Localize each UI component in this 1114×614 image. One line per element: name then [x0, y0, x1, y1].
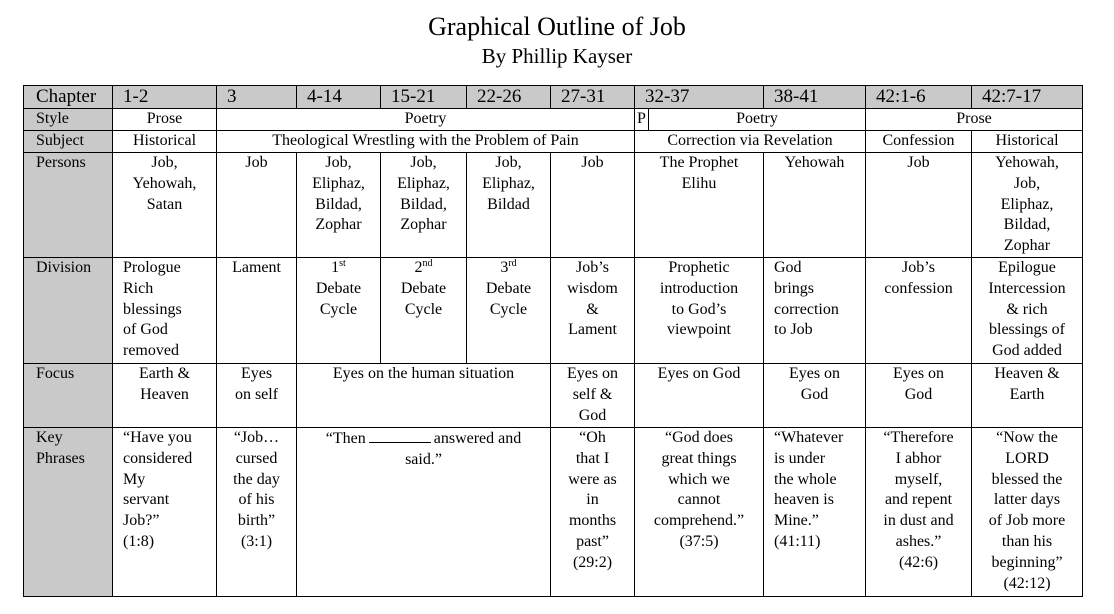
job-outline-table [23, 85, 1083, 597]
row-label-chapter: Chapter [24, 86, 113, 109]
persons-cell: Job [217, 153, 297, 258]
focus-cell: Heaven & Earth [972, 364, 1083, 428]
persons-cell: The Prophet Elihu [635, 153, 764, 258]
document-author: By Phillip Kayser [481, 44, 633, 68]
division-cell: Epilogue Intercession & rich blessings of God added [972, 258, 1083, 364]
row-label-focus: Focus [24, 364, 113, 428]
style-cell: Poetry [217, 109, 635, 131]
focus-cell: Eyes on self & God [551, 364, 635, 428]
row-label-style: Style [24, 109, 113, 131]
chapter-cell: 3 [217, 86, 297, 109]
subject-cell: Historical [113, 131, 217, 153]
subject-cell: Historical [972, 131, 1083, 153]
chapter-cell: 1-2 [113, 86, 217, 109]
division-cell: Lament [217, 258, 297, 364]
key-phrase-cell: “Then answered and said.” [297, 428, 551, 597]
focus-cell: Eyes on self [217, 364, 297, 428]
style-row [24, 109, 1083, 131]
division-cell: 2nd Debate Cycle [381, 258, 467, 364]
focus-cell: Eyes on God [635, 364, 764, 428]
persons-cell: Job, Eliphaz, Bildad, Zophar [381, 153, 467, 258]
key-phrase-cell: “Now the LORD blessed the latter days of Job more than his beginning” (42:12) [972, 428, 1083, 597]
subject-cell: Correction via Revelation [635, 131, 866, 153]
row-label-subject: Subject [24, 131, 113, 153]
style-cell: Prose [113, 109, 217, 131]
subject-cell: Confession [866, 131, 972, 153]
focus-cell: Eyes on the human situation [297, 364, 551, 428]
chapter-cell: 27-31 [551, 86, 635, 109]
style-cell: Prose [866, 109, 1083, 131]
division-row [24, 258, 1083, 364]
chapter-cell: 32-37 [635, 86, 764, 109]
row-label-division: Division [24, 258, 113, 364]
persons-cell: Yehowah, Job, Eliphaz, Bildad, Zophar [972, 153, 1083, 258]
key-phrases-row [24, 428, 1083, 597]
division-cell: 1st Debate Cycle [297, 258, 381, 364]
key-phrase-cell: “Oh that I were as in months past” (29:2) [551, 428, 635, 597]
persons-cell: Job, Yehowah, Satan [113, 153, 217, 258]
document-title: Graphical Outline of Job [428, 12, 686, 41]
persons-cell: Job [551, 153, 635, 258]
row-label-key-phrases: Key Phrases [24, 428, 113, 597]
focus-cell: Eyes on God [764, 364, 866, 428]
chapter-cell: 42:1-6 [866, 86, 972, 109]
subject-cell: Theological Wrestling with the Problem of Pain [217, 131, 635, 153]
focus-row [24, 364, 1083, 428]
chapter-row [24, 86, 1083, 109]
fill-in-blank [369, 428, 431, 443]
focus-cell: Earth & Heaven [113, 364, 217, 428]
persons-cell: Yehowah [764, 153, 866, 258]
chapter-cell: 22-26 [467, 86, 551, 109]
persons-cell: Job, Eliphaz, Bildad, Zophar [297, 153, 381, 258]
focus-cell: Eyes on God [866, 364, 972, 428]
division-cell: Job’s wisdom & Lament [551, 258, 635, 364]
chapter-cell: 38-41 [764, 86, 866, 109]
division-cell: Job’s confession [866, 258, 972, 364]
key-phrase-cell: “Therefore I abhor myself, and repent in dust and ashes.” (42:6) [866, 428, 972, 597]
chapter-cell: 4-14 [297, 86, 381, 109]
chapter-cell: 15-21 [381, 86, 467, 109]
key-phrase-cell: “God does great things which we cannot comprehend.” (37:5) [635, 428, 764, 597]
subject-row [24, 131, 1083, 153]
row-label-persons: Persons [24, 153, 113, 258]
persons-cell: Job, Eliphaz, Bildad [467, 153, 551, 258]
division-cell: Prologue Rich blessings of God removed [113, 258, 217, 364]
chapter-cell: 42:7-17 [972, 86, 1083, 109]
key-phrase-cell: “Whatever is under the whole heaven is Mine.” (41:11) [764, 428, 866, 597]
division-cell: God brings correction to Job [764, 258, 866, 364]
style-cell: Poetry [649, 109, 866, 131]
division-cell: 3rd Debate Cycle [467, 258, 551, 364]
key-phrase-cell: “Have you considered My servant Job?” (1:8) [113, 428, 217, 597]
division-cell: Prophetic introduction to God’s viewpoint [635, 258, 764, 364]
key-phrase-cell: “Job… cursed the day of his birth” (3:1) [217, 428, 297, 597]
persons-cell: Job [866, 153, 972, 258]
persons-row [24, 153, 1083, 258]
style-cell: P [635, 109, 649, 131]
